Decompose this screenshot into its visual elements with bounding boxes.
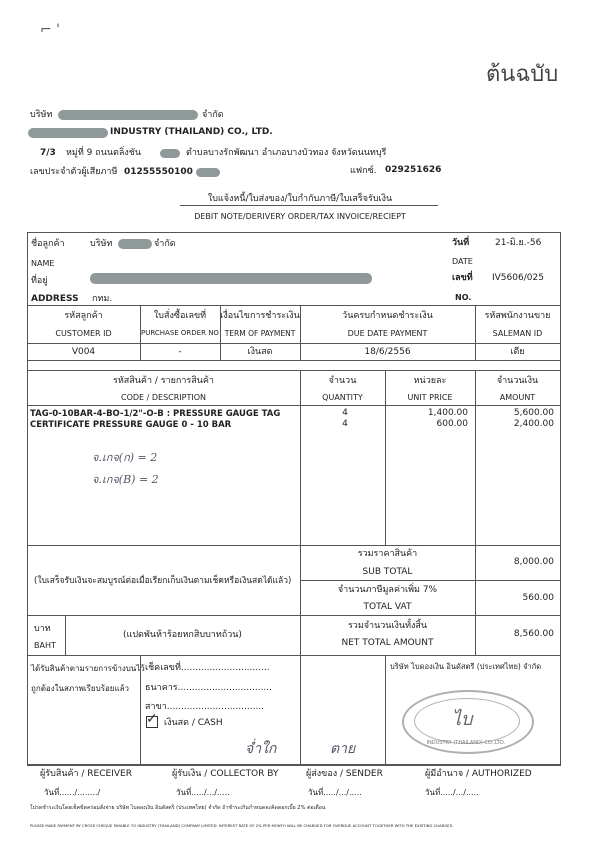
fax-number: 029251626 bbox=[385, 165, 442, 175]
company-addr1: หมู่ที่ 9 ถนนตลิ่งชัน bbox=[66, 148, 142, 158]
company-suffix: จำกัด bbox=[202, 110, 224, 120]
redacted-tel bbox=[196, 168, 220, 177]
rule bbox=[27, 343, 560, 344]
hdr-due-en: DUE DATE PAYMENT bbox=[347, 329, 428, 338]
bank-field: ธนาคาร................................. bbox=[145, 683, 273, 693]
hdr-qty-th: จำนวน bbox=[328, 376, 357, 386]
hdr-term-th: เงื่อนไขการชำระเงิน bbox=[220, 311, 300, 321]
tax-id-label: เลขประจำตัวผู้เสียภาษี bbox=[30, 167, 118, 177]
val-due: 18/6/2556 bbox=[364, 347, 411, 357]
net-total-label-en: NET TOTAL AMOUNT bbox=[341, 638, 434, 648]
customer-name-suffix: จำกัด bbox=[154, 239, 176, 249]
rule bbox=[27, 370, 560, 371]
hdr-customer-id-en: CUSTOMER ID bbox=[55, 329, 112, 338]
doc-title-th: ใบแจ้งหนี้/ใบส่งของ/ใบกำกับภาษี/ใบเสร็จรับเงิน bbox=[207, 194, 393, 204]
redacted-addr bbox=[160, 149, 180, 158]
amount-in-words: (แปดพันห้าร้อยหกสิบบาทถ้วน) bbox=[123, 630, 242, 640]
receipt-ack-line2: ถูกต้องในสภาพเรียบร้อยแล้ว bbox=[31, 684, 130, 693]
cheque-no-field: เช็คเลขที่............................... bbox=[145, 663, 270, 673]
company-name-en: INDUSTRY (THAILAND) CO., LTD. bbox=[110, 127, 273, 137]
item-desc-line1: TAG-0-10BAR-4-BO-1/2"-O-B : PRESSURE GAUGE TAG bbox=[30, 409, 281, 419]
hdr-code-th: รหัสสินค้า / รายการสินค้า bbox=[113, 376, 214, 386]
company-addr-no: 7/3 bbox=[40, 148, 56, 158]
authorized-label: ผู้มีอำนาจ / AUTHORIZED bbox=[425, 769, 532, 779]
rule bbox=[300, 370, 301, 615]
hdr-code-en: CODE / DESCRIPTION bbox=[120, 393, 207, 402]
customer-addr-tail: กทม. bbox=[92, 294, 113, 304]
baht-label-th: บาท bbox=[34, 624, 51, 634]
vat-label-th: จำนวนภาษีมูลค่าเพิ่ม 7% bbox=[337, 585, 438, 595]
branch-field: สาขา.................................. bbox=[145, 702, 265, 712]
vat-label-en: TOTAL VAT bbox=[363, 602, 412, 612]
sender-date: วันที่...../.../..... bbox=[308, 788, 362, 797]
handwritten-note-1: จ.เกจ(ก) = 2 bbox=[92, 451, 158, 464]
redacted-company-name bbox=[58, 110, 198, 120]
sender-label: ผู้ส่งของ / SENDER bbox=[306, 769, 383, 779]
invoice-no-label: เลขที่ bbox=[452, 273, 473, 283]
hdr-amount-th: จำนวนเงิน bbox=[496, 376, 539, 386]
hdr-po-th: ใบสั่งซื้อเลขที่ bbox=[153, 311, 207, 321]
subtotal-label-en: SUB TOTAL bbox=[362, 567, 413, 577]
net-total-amount: 8,560.00 bbox=[513, 629, 554, 639]
hdr-po-en: PURCHASE ORDER NO bbox=[141, 329, 219, 337]
collector-date: วันที่...../.../..... bbox=[176, 788, 230, 797]
sender-signature: ตาย bbox=[330, 741, 356, 757]
copy-mark: ต้นฉบับ bbox=[486, 62, 559, 87]
hdr-sales-en: SALEMAN ID bbox=[492, 329, 543, 338]
customer-addr-label-en: ADDRESS bbox=[31, 294, 79, 304]
tax-id: 01255550100 bbox=[124, 167, 193, 177]
footer-english: PLEASE MAKE PAYMENT BY CROSS CHEQUE PAYABLE TO INDUSTRY (THAILAND) COMPANY LIMITED. INTEREST RATE OF 2% PER MONTH WILL BE CHARGED FOR OVERDUE ACCOUNT TOGETHER WITH THE EXISTING CHARGES. bbox=[30, 823, 454, 828]
hdr-price-th: หน่วยละ bbox=[413, 376, 447, 386]
customer-name-prefix: บริษัท bbox=[90, 239, 113, 249]
company-prefix: บริษัท bbox=[30, 110, 53, 120]
val-customer-id: V004 bbox=[71, 347, 96, 357]
item-desc-line2: CERTIFICATE PRESSURE GAUGE 0 - 10 BAR bbox=[30, 420, 232, 430]
item-price-1: 1,400.00 bbox=[427, 408, 468, 418]
doc-title-en: DEBIT NOTE/DERIVERY ORDER/TAX INVOICE/RECIEPT bbox=[194, 212, 406, 221]
footer-thai: โปรดชำระเงินโดยเช็คขีดคร่อมสั่งจ่าย บริษัท ไบดองเงิน อินดัสตรี (ประเทศไทย) จำกัด ถ้าชำระเกินกำหนดจะคิดดอกเบี้ย 2% ต่อเดือน bbox=[30, 805, 326, 811]
rule bbox=[27, 305, 560, 306]
invoice-date: 21-มิ.ย.-56 bbox=[495, 238, 542, 248]
rule bbox=[27, 545, 560, 546]
fax-label: แฟกซ์. bbox=[350, 166, 377, 176]
title-underline bbox=[180, 205, 438, 206]
net-total-label-th: รวมจำนวนเงินทั้งสิ้น bbox=[347, 621, 428, 631]
val-sales: เดีย bbox=[510, 347, 525, 357]
hdr-sales-th: รหัสพนักงานขาย bbox=[484, 311, 551, 321]
invoice-no-label-en: NO. bbox=[455, 293, 472, 302]
cash-label: เงินสด / CASH bbox=[164, 718, 223, 728]
receiver-label: ผู้รับสินค้า / RECEIVER bbox=[40, 769, 132, 779]
rule bbox=[300, 580, 560, 581]
subtotal-label-th: รวมราคาสินค้า bbox=[357, 549, 418, 559]
hdr-amount-en: AMOUNT bbox=[499, 393, 536, 402]
receipt-condition-note: (ใบเสร็จรับเงินจะสมบูรณ์ต่อเมื่อเรียกเก็บเงินตามเช็คหรือเงินสดได้แล้ว) bbox=[34, 576, 292, 586]
rule bbox=[300, 655, 301, 764]
customer-name-label-en: NAME bbox=[31, 259, 55, 268]
hdr-due-th: วันครบกำหนดชำระเงิน bbox=[342, 311, 433, 321]
item-amount-1: 5,600.00 bbox=[513, 408, 554, 418]
rule bbox=[475, 370, 476, 615]
receipt-ack-line1: ได้รับสินค้าตามรายการข้างบนไว้ bbox=[31, 664, 145, 673]
redacted-customer-addr bbox=[90, 273, 372, 284]
stray-scribble: ⌐ ' bbox=[40, 22, 61, 38]
item-qty-1: 4 bbox=[342, 408, 348, 418]
rule bbox=[27, 764, 560, 765]
item-amount-2: 2,400.00 bbox=[513, 419, 554, 429]
rule bbox=[27, 405, 560, 406]
collector-label: ผู้รับเงิน / COLLECTOR BY bbox=[172, 769, 279, 779]
customer-name-label: ชื่อลูกค้า bbox=[31, 239, 65, 249]
date-label: วันที่ bbox=[452, 238, 470, 248]
subtotal-amount: 8,000.00 bbox=[513, 557, 554, 567]
redacted-customer-name bbox=[118, 239, 152, 249]
cash-checkmark: ✓ bbox=[146, 711, 158, 727]
baht-label-en: BAHT bbox=[34, 641, 56, 650]
rule bbox=[27, 360, 560, 361]
rule bbox=[27, 655, 560, 656]
redacted-company-en bbox=[28, 128, 108, 138]
item-price-2: 600.00 bbox=[436, 419, 468, 429]
rule bbox=[27, 615, 560, 616]
receiver-date: วันที่....../......../ bbox=[44, 788, 101, 797]
item-qty-2: 4 bbox=[342, 419, 348, 429]
val-term: เงินสด bbox=[247, 347, 273, 357]
hdr-price-en: UNIT PRICE bbox=[407, 393, 453, 402]
vat-amount: 560.00 bbox=[522, 593, 554, 603]
company-stamp-text: INDUSTRY (THAILAND) CO.,LTD. bbox=[426, 740, 506, 746]
hdr-term-en: TERM OF PAYMENT bbox=[224, 329, 296, 338]
customer-addr-label: ที่อยู่ bbox=[31, 276, 48, 286]
hdr-qty-en: QUANTITY bbox=[322, 393, 363, 402]
authorized-date: วันที่...../.../..... bbox=[425, 788, 479, 797]
val-po: - bbox=[178, 347, 182, 357]
rule bbox=[385, 655, 386, 764]
date-label-en: DATE bbox=[452, 257, 473, 266]
handwritten-note-2: จ.เกจ(B) = 2 bbox=[92, 473, 159, 486]
hdr-customer-id-th: รหัสลูกค้า bbox=[64, 311, 103, 321]
collector-signature: จ่ำใก bbox=[245, 741, 277, 757]
company-sign-label: บริษัท ไบดองเงิน อินดัสตรี (ประเทศไทย) จำกัด bbox=[390, 662, 542, 671]
company-addr2: ตำบลบางรักพัฒนา อำเภอบางบัวทอง จังหวัดนนทบุรี bbox=[186, 148, 387, 158]
invoice-no: IV5606/025 bbox=[492, 273, 544, 283]
stamp-signature: ไบ bbox=[452, 709, 473, 730]
